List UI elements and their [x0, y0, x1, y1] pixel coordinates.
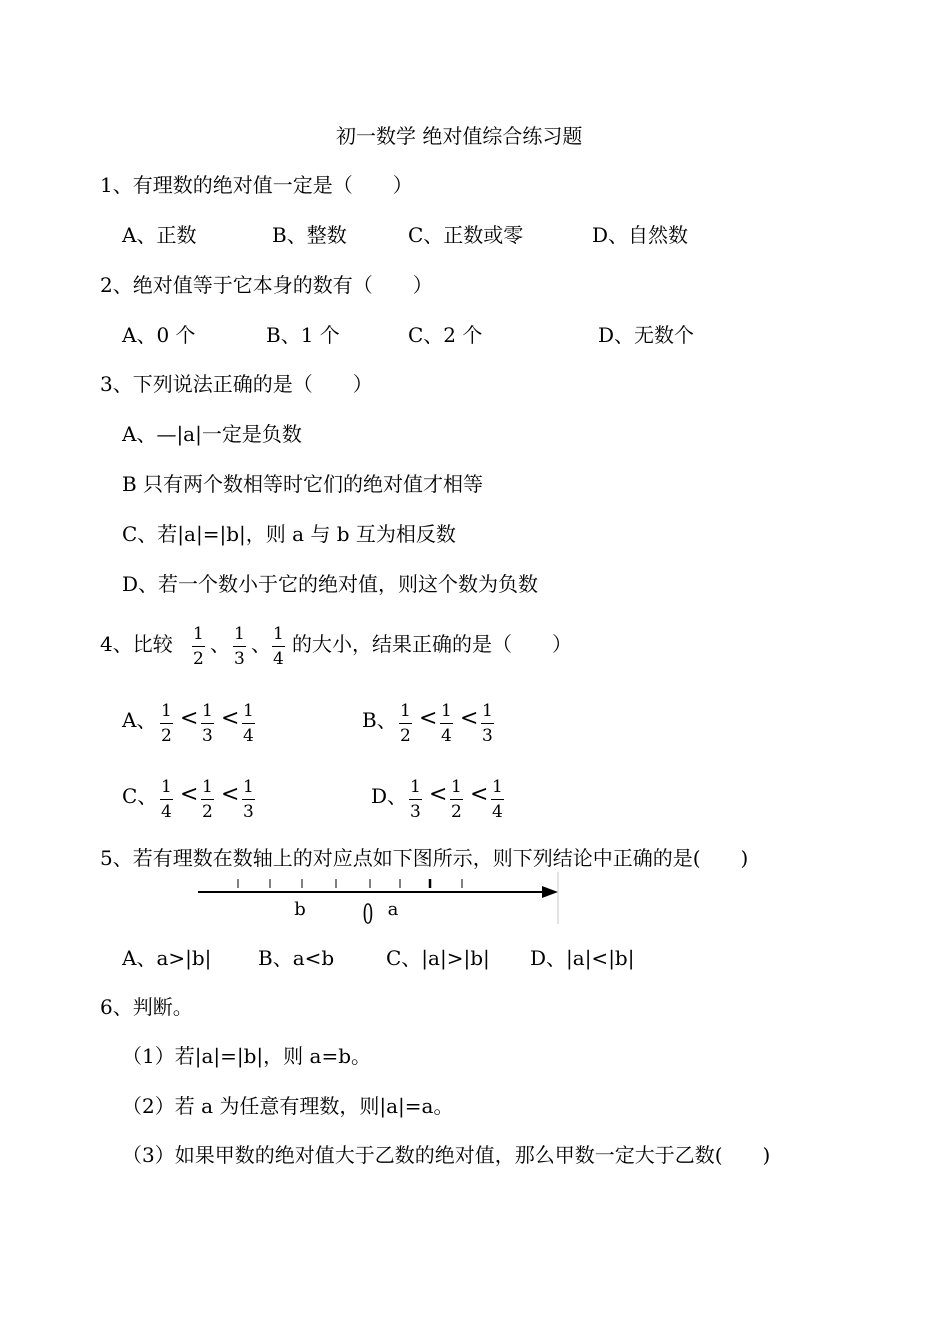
q3-option-c: C、若|a|=|b|，则 a 与 b 互为相反数 [122, 522, 456, 546]
q4-option-a-label: A、 [122, 708, 157, 732]
question-4-suffix: 的大小，结果正确的是（ ） [292, 632, 572, 656]
q5-option-d: D、|a|<|b| [530, 946, 635, 970]
q4-option-c-label: C、 [122, 784, 158, 808]
q6-item-1: （1）若|a|=|b|，则 a=b。 [122, 1044, 372, 1068]
fraction-one-quarter: 1 4 [273, 624, 284, 669]
fraction-one-half: 1 2 [400, 701, 411, 746]
q5-option-b: B、a<b [258, 946, 335, 970]
q5-option-c: C、|a|>|b| [386, 946, 490, 970]
q4-option-d-label: D、 [371, 784, 408, 808]
q1-option-b: B、整数 [272, 223, 347, 247]
less-than-sign: < [180, 706, 199, 731]
fraction-one-third: 1 3 [243, 777, 254, 822]
fraction-one-half: 1 2 [193, 624, 204, 669]
q2-option-b: B、1 个 [266, 323, 340, 347]
q6-item-3: （3）如果甲数的绝对值大于乙数的绝对值，那么甲数一定大于乙数( ) [122, 1143, 771, 1167]
number-line-arrowhead [542, 886, 558, 898]
less-than-sign: < [180, 782, 199, 807]
q4-separator: 、 [210, 632, 230, 656]
q1-option-d: D、自然数 [592, 223, 689, 247]
fraction-one-half: 1 2 [161, 701, 172, 746]
point-a-label: a [387, 899, 399, 920]
fraction-one-quarter: 1 4 [161, 777, 172, 822]
q2-option-a: A、0 个 [122, 323, 196, 347]
less-than-sign: < [221, 782, 240, 807]
fraction-one-third: 1 3 [234, 624, 245, 669]
page-title: 初一数学 绝对值综合练习题 [336, 124, 583, 148]
question-1-stem: 1、有理数的绝对值一定是（ ） [100, 173, 413, 197]
q3-option-a: A、—|a|一定是负数 [122, 422, 302, 446]
question-5-stem: 5、若有理数在数轴上的对应点如下图所示，则下列结论中正确的是( ) [100, 846, 749, 870]
q5-option-a: A、a>|b| [122, 946, 212, 970]
less-than-sign: < [429, 782, 448, 807]
less-than-sign: < [460, 706, 479, 731]
question-4-prefix: 4、比较 [100, 632, 173, 656]
less-than-sign: < [221, 706, 240, 731]
fraction-one-quarter: 1 4 [492, 777, 503, 822]
fraction-one-half: 1 2 [451, 777, 462, 822]
q6-item-2: （2）若 a 为任意有理数，则|a|=a。 [122, 1094, 454, 1118]
q3-option-b: B 只有两个数相等时它们的绝对值才相等 [122, 472, 484, 496]
less-than-sign: < [419, 706, 438, 731]
question-2-stem: 2、绝对值等于它本身的数有（ ） [100, 273, 433, 297]
origin-label: 0 [362, 899, 374, 930]
question-6-stem: 6、判断。 [100, 995, 193, 1019]
fraction-one-third: 1 3 [482, 701, 493, 746]
question-3-stem: 3、下列说法正确的是（ ） [100, 372, 373, 396]
fraction-one-third: 1 3 [202, 701, 213, 746]
fraction-one-quarter: 1 4 [441, 701, 452, 746]
point-b-label: b [294, 899, 306, 920]
q2-option-d: D、无数个 [598, 323, 695, 347]
q4-separator: 、 [251, 632, 271, 656]
q4-option-b-label: B、 [362, 708, 397, 732]
number-line-figure [190, 868, 570, 930]
fraction-one-third: 1 3 [410, 777, 421, 822]
less-than-sign: < [470, 782, 489, 807]
q2-option-c: C、2 个 [408, 323, 483, 347]
q3-option-d: D、若一个数小于它的绝对值，则这个数为负数 [122, 572, 539, 596]
q1-option-c: C、正数或零 [408, 223, 524, 247]
fraction-one-half: 1 2 [202, 777, 213, 822]
q1-option-a: A、正数 [122, 223, 197, 247]
fraction-one-quarter: 1 4 [243, 701, 254, 746]
